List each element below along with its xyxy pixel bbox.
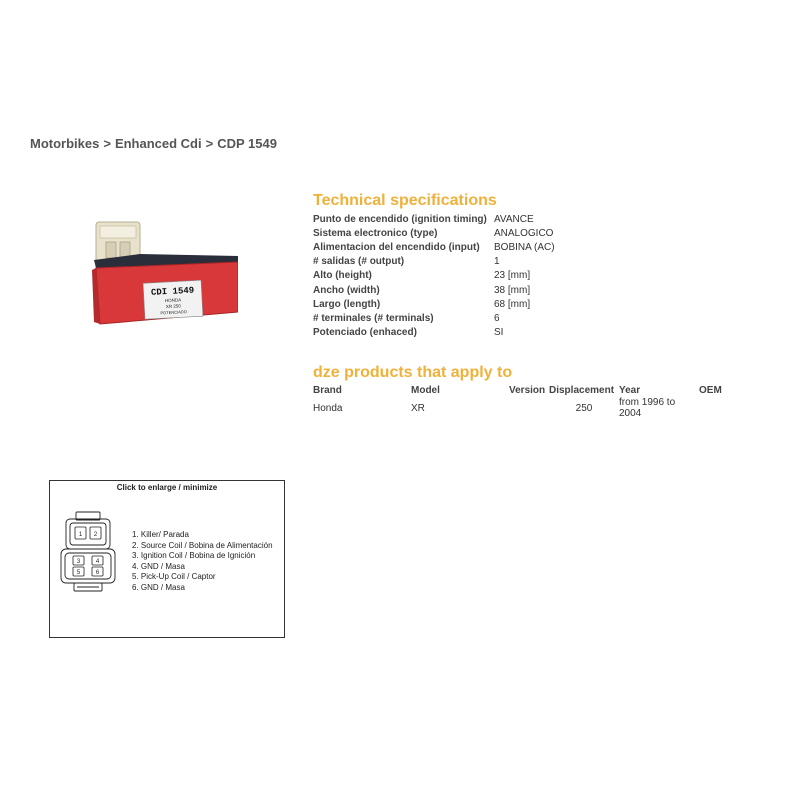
spec-row (313, 283, 555, 297)
breadcrumb-separator: > (205, 136, 214, 151)
pin-number: 4 (95, 559, 100, 565)
spec-label: # terminales (# terminals) (313, 312, 434, 324)
pin-item: 4. GND / Masa (132, 561, 185, 571)
wiring-diagram[interactable] (49, 480, 285, 638)
table-row (313, 397, 739, 419)
header-brand: Brand (313, 385, 342, 396)
unit-label-line: HONDA (164, 297, 182, 304)
spec-row (313, 240, 555, 254)
spec-value: 68 [mm] (494, 298, 531, 310)
spec-value: 1 (494, 256, 500, 268)
spec-row (313, 226, 555, 240)
cell-displacement: 250 (575, 402, 593, 414)
spec-label: Ancho (width) (313, 284, 380, 296)
specs-title: Technical specifications (313, 192, 497, 209)
spec-value: AVANCE (494, 213, 534, 225)
unit-label-line: XR 250 (165, 303, 181, 310)
unit-label-main: CDI 1549 (150, 285, 195, 298)
breadcrumb-enhanced-cdi[interactable]: Enhanced Cdi (114, 136, 202, 151)
pin-number: 6 (95, 570, 100, 576)
cell-year: from 1996 to 2004 (619, 397, 676, 419)
breadcrumb-current: CDP 1549 (217, 136, 277, 151)
product-image[interactable] (88, 212, 238, 342)
spec-row (313, 297, 555, 311)
header-year: Year (619, 385, 641, 396)
spec-row (313, 326, 555, 340)
pin-number: 3 (76, 559, 81, 565)
spec-label: Sistema electronico (type) (313, 227, 438, 239)
specs-table (313, 212, 555, 340)
products-title: dze products that apply to (313, 364, 513, 381)
pin-list (132, 530, 273, 593)
cell-brand: Honda (313, 402, 343, 414)
diagram-caption[interactable]: Click to enlarge / minimize (116, 483, 218, 492)
unit-label-line: POTENCIADO (160, 309, 187, 316)
spec-value: 38 [mm] (494, 284, 531, 296)
header-oem: OEM (699, 385, 722, 396)
spec-row (313, 255, 555, 269)
cell-model: XR (411, 402, 425, 414)
spec-label: Alimentacion del encendido (input) (313, 241, 480, 253)
products-table (313, 384, 739, 419)
spec-label: Alto (height) (313, 270, 372, 282)
spec-row (313, 212, 555, 226)
pin-item: 1. Killer/ Parada (132, 530, 189, 539)
spec-label: Potenciado (enhaced) (313, 327, 417, 339)
pin-item: 6. GND / Masa (132, 582, 185, 592)
header-displacement: Displacement (549, 385, 615, 396)
cell-oem (699, 397, 739, 419)
spec-value: ANALOGICO (494, 227, 554, 239)
spec-value: 6 (494, 312, 500, 324)
pin-number: 5 (76, 570, 81, 576)
connector-pinout-diagram (60, 511, 122, 593)
spec-row (313, 269, 555, 283)
pin-item: 2. Source Coil / Bobina de Alimentación (132, 540, 273, 550)
products-header-row (313, 384, 739, 397)
header-model: Model (411, 385, 440, 396)
pin-number: 1 (78, 532, 83, 538)
breadcrumb-separator: > (103, 136, 111, 151)
spec-value: BOBINA (AC) (494, 241, 555, 253)
spec-value: 23 [mm] (494, 270, 531, 282)
pin-item: 3. Ignition Coil / Bobina de Ignición (132, 551, 256, 560)
breadcrumb-motorbikes[interactable]: Motorbikes (30, 136, 100, 151)
pin-number: 2 (93, 532, 98, 538)
spec-value: SI (494, 327, 504, 339)
unit-label (143, 280, 203, 319)
spec-label: Punto de encendido (ignition timing) (313, 213, 487, 225)
breadcrumb (30, 136, 277, 151)
cell-version (509, 397, 549, 419)
header-version: Version (509, 385, 546, 396)
spec-label: Largo (length) (313, 298, 381, 310)
spec-label: # salidas (# output) (313, 256, 405, 268)
spec-row (313, 311, 555, 325)
pin-item: 5. Pick-Up Coil / Captor (132, 572, 216, 581)
